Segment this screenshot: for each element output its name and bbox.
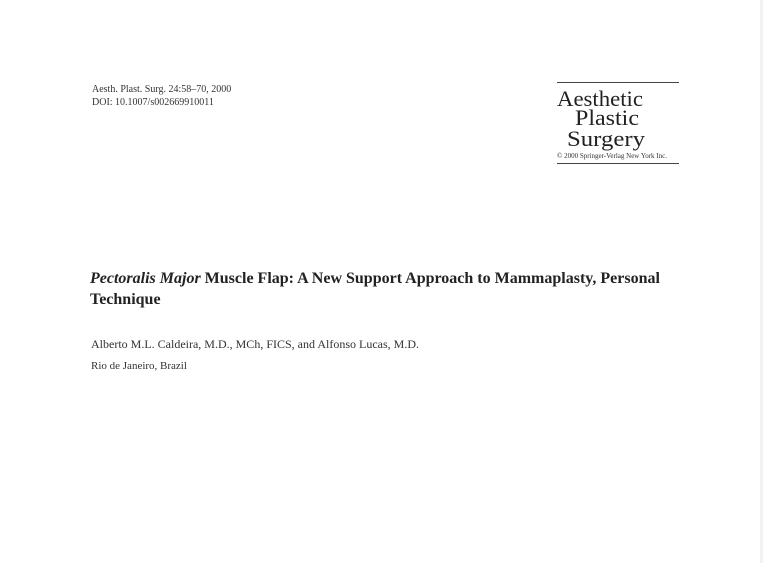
citation-journal-line: Aesth. Plast. Surg. 24:58–70, 2000 xyxy=(92,84,232,95)
copyright-notice: © 2000 Springer-Verlag New York Inc. xyxy=(557,152,667,160)
article-authors: Alberto M.L. Caldeira, M.D., MCh, FICS, and Alfonso Lucas, M.D. xyxy=(91,337,419,351)
journal-logo xyxy=(557,82,679,164)
article-title-italic: Pectoralis Major xyxy=(90,270,201,287)
logo-bottom-rule xyxy=(557,163,679,164)
logo-top-rule xyxy=(557,82,679,83)
logo-line-surgery: Surgery xyxy=(567,126,645,151)
logo-line-aesthetic: Aesthetic xyxy=(557,86,644,111)
logo-line-plastic: Plastic xyxy=(575,105,640,130)
article-affiliation: Rio de Janeiro, Brazil xyxy=(91,360,187,372)
citation-doi-line: DOI: 10.1007/s002669910011 xyxy=(92,97,214,108)
article-title-rest: Muscle Flap: A New Support Approach to Mammaplasty, Personal Technique xyxy=(90,270,660,308)
article-title xyxy=(90,268,690,310)
journal-logo-wordmark xyxy=(557,86,679,152)
citation-block xyxy=(92,83,231,109)
